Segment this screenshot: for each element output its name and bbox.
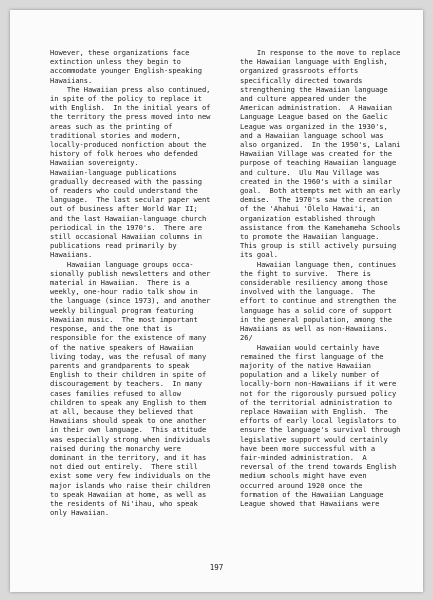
text-line: organization established through [240,213,376,223]
text-line: and the last Hawaiian-language church [50,213,207,223]
text-line: This group is still actively pursuing [240,241,397,251]
text-line: exist some very few individuals on the [50,471,211,481]
text-line: involved with the language. The [240,287,376,297]
text-line: organized grassroots efforts [240,66,359,76]
text-line: American administration. A Hawaiian [240,103,392,113]
text-line: weekly, one-hour radio talk show in [50,287,198,297]
text-line: still occasional Hawaiian columns in [50,232,202,242]
left-column [50,48,227,517]
text-line: cases families refused to allow [50,388,181,398]
text-line: language has a solid core of support [240,305,392,315]
text-line: and culture appeared under the [240,94,367,104]
text-line: replace Hawaiian with English. The [240,406,388,416]
text-line: discouragement by teachers. In many [50,379,202,389]
text-line: raised during the monarchy were [50,443,181,453]
text-line: weekly bilingual program featuring [50,305,194,315]
text-line: the fight to survive. There is [240,268,371,278]
text-line: considerable resiliency among those [240,278,388,288]
text-line: to promote the Hawaiian language. [240,232,380,242]
text-line: majority of the native Hawaiian [240,360,371,370]
text-line: children to speak any English to them [50,397,207,407]
text-line: Hawaiians should speak to one another [50,416,207,426]
text-line: English to their children in spite of [50,370,207,380]
text-line: ensure the language's survival through [240,425,401,435]
text-line: Hawaiian language groups occa- [50,259,194,269]
text-line: assistance from the Kamehameha Schools [240,222,401,232]
text-line: Hawaiians. [50,75,93,85]
text-line: the residents of Ni'ihau, who speak [50,498,198,508]
text-line: in the general population, among the [240,314,392,324]
text-line: reversal of the trend towards English [240,462,397,472]
text-line: locally-produced nonfiction about the [50,140,207,150]
text-line: periodical in the 1970's. There are [50,222,202,232]
text-line: effort to continue and strengthen the [240,296,397,306]
text-line: in spite of the policy to replace it [50,94,202,104]
text-line: purpose of teaching Hawaiian language [240,158,397,168]
text-line: Hawaiians as well as non-Hawaiians. [240,324,388,334]
text-line: the Hawaiian language with English, [240,57,388,67]
text-line: 26/ [240,333,253,343]
text-line: Hawaiian-language publications [50,167,177,177]
text-line: traditional stories and modern, [50,130,181,140]
text-line: League was organized in the 1930's, [240,121,388,131]
text-line: to speak Hawaiian at home, as well as [50,489,207,499]
text-line: Hawaiians. [50,250,93,260]
text-line: its goal. [240,250,278,260]
text-line: areas such as the printing of [50,121,173,131]
text-line: formation of the Hawaiian Language [240,489,384,499]
text-line: population and a likely number of [240,370,380,380]
text-line: in their own language. This attitude [50,425,207,435]
text-line: of the native speakers of Hawaiian [50,342,194,352]
text-line: efforts of early local legislators to [240,416,397,426]
text-line: remained the first language of the [240,351,384,361]
text-line: legislative support would certainly [240,434,388,444]
text-line: demise. The 1970's saw the creation [240,195,392,205]
text-line: was especially strong when individuals [50,434,211,444]
text-line: gradually decreased with the passing [50,176,202,186]
text-line: with English. In the initial years of [50,103,211,113]
text-line: at all, because they believed that [50,406,194,416]
text-line: Language League based on the Gaelic [240,112,388,122]
text-line: living today, was the refusal of many [50,351,207,361]
text-line: created in the 1960's with a similar [240,176,392,186]
text-line: also organized. In the 1950's, Lalani [240,140,401,150]
text-line: major islands who raise their children [50,480,211,490]
text-line: Hawaiian sovereignty. [50,158,139,168]
text-line: not for the rigorously pursued policy [240,388,397,398]
text-line: Hawaiian Village was created for the [240,149,392,159]
text-line: occurred around 1920 once the [240,480,363,490]
text-line: have been more successful with a [240,443,376,453]
text-line: the territory the press moved into new [50,112,211,122]
text-line: locally-born non-Hawaiians if it were [240,379,397,389]
text-line: sionally publish newsletters and other [50,268,211,278]
text-line: medium schools might have even [240,471,367,481]
text-line: and culture. Ulu Mau Village was [240,167,380,177]
text-line: out of business after World War II; [50,204,198,214]
text-line: language. The last secular paper went [50,195,211,205]
text-line: history of folk heroes who defended [50,149,198,159]
text-line: However, these organizations face [50,48,190,57]
right-column [240,48,417,508]
text-line: response, and the one that is [50,324,173,334]
text-line: responsible for the existence of many [50,333,207,343]
text-line: goal. Both attempts met with an early [240,186,401,196]
text-line: parents and grandparents to speak [50,360,190,370]
text-line: the language (since 1973), and another [50,296,211,306]
text-line: of the 'Ahahui 'Ōlelo Hawai'i, an [240,204,380,214]
text-line: League showed that Hawaiians were [240,498,380,508]
text-line: strengthening the Hawaiian language [240,84,388,94]
text-line: In response to the move to replace [240,48,401,57]
text-line: extinction unless they begin to [50,57,181,67]
page-number: 197 [209,563,224,572]
text-line: The Hawaiian press also continued, [50,84,211,94]
text-line: dominant in the territory, and it has [50,452,207,462]
text-line: not died out entirely. There still [50,462,198,472]
text-line: Hawaiian music. The most important [50,314,198,324]
text-line: and a Hawaiian language school was [240,130,384,140]
text-line: accommodate younger English-speaking [50,66,202,76]
text-line: specifically directed towards [240,75,363,85]
text-line: of the territorial administration to [240,397,392,407]
text-line: Hawaiian would certainly have [240,342,380,352]
text-line: fair-minded administration. A [240,452,367,462]
text-line: material in Hawaiian. There is a [50,278,190,288]
text-line: Hawaiian language then, continues [240,259,397,269]
text-line: publications read primarily by [50,241,177,251]
text-line: only Hawaiian. [50,508,110,518]
text-line: of readers who could understand the [50,186,198,196]
document-page [10,10,423,592]
